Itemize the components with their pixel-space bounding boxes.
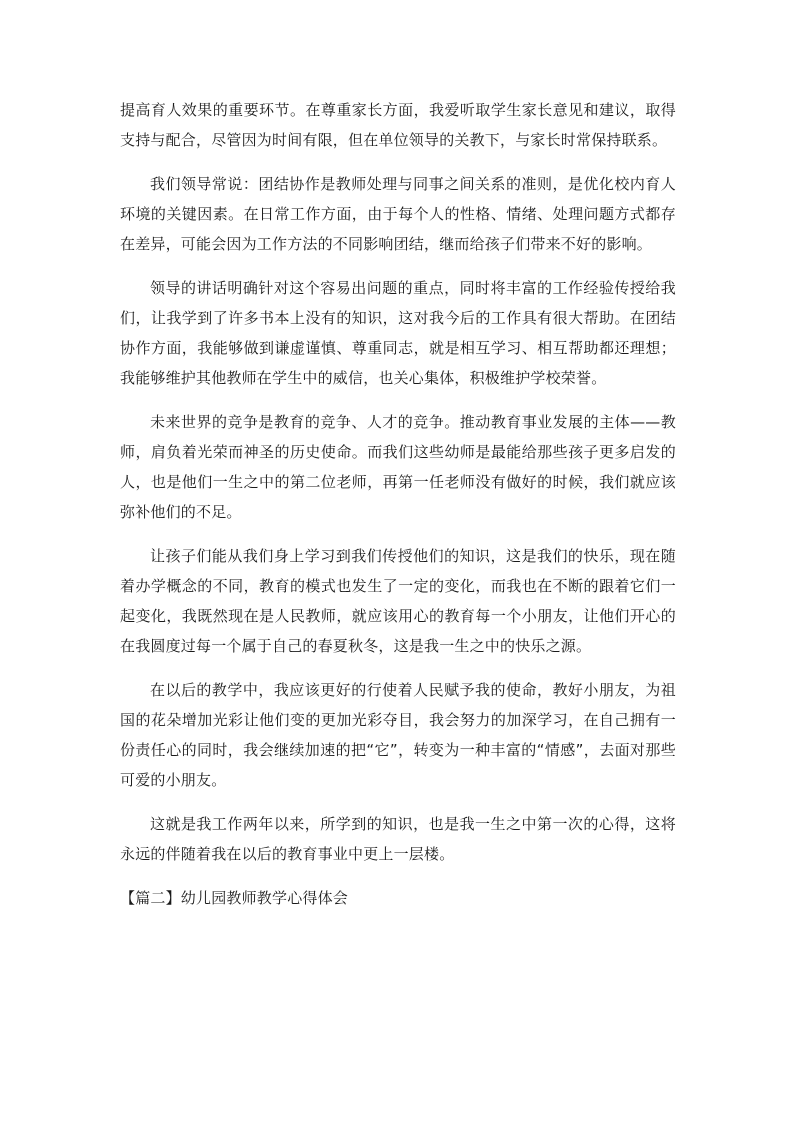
paragraph-conclusion: 这就是我工作两年以来，所学到的知识，也是我一生之中第一次的心得，这将永远的伴随着我在以后的教育事业中更上一层楼。 bbox=[120, 815, 676, 863]
section-heading: 【篇二】幼儿园教师教学心得体会 bbox=[120, 889, 349, 907]
paragraph-children-learning: 让孩子们能从我们身上学习到我们传授他们的知识，这是我们的快乐，现在随着办学概念的不同，教育的模式也发生了一定的变化，而我也在不断的跟着它们一起变化，我既然现在是人民教师，就应该用心的教育每一个小朋友，让他们开心的在我圆度过每一个属于自己的春夏秋冬，这是我一生之中的快乐之源。 bbox=[120, 547, 676, 655]
paragraph-future-teaching: 在以后的教学中，我应该更好的行使着人民赋予我的使命，教好小朋友，为祖国的花朵增加光彩让他们变的更加光彩夺目，我会努力的加深学习，在自己拥有一份责任心的同时，我会继续加速的把“它”，转变为一种丰富的“情感”，去面对那些可爱的小朋友。 bbox=[120, 681, 676, 789]
paragraph-leadership-speech: 领导的讲话明确针对这个容易出问题的重点，同时将丰富的工作经验传授给我们，让我学到了许多书本上没有的知识，这对我今后的工作具有很大帮助。在团结协作方面，我能够做到谦虚谨慎、尊重同志，就是相互学习、相互帮助都还理想；我能够维护其他教师在学生中的威信，也关心集体，积极维护学校荣誉。 bbox=[120, 279, 676, 387]
paragraph-future-competition: 未来世界的竞争是教育的竞争、人才的竞争。推动教育事业发展的主体——教师，肩负着光荣而神圣的历史使命。而我们这些幼师是最能给那些孩子更多启发的人，也是他们一生之中的第二位老师，再第一任老师没有做好的时候，我们就应该弥补他们的不足。 bbox=[120, 413, 676, 521]
paragraph-continuation: 提高育人效果的重要环节。在尊重家长方面，我爱听取学生家长意见和建议，取得支持与配合，尽管因为时间有限，但在单位领导的关教下，与家长时常保持联系。 bbox=[120, 101, 676, 149]
paragraph-teamwork: 我们领导常说：团结协作是教师处理与同事之间关系的准则，是优化校内育人环境的关键因素。在日常工作方面，由于每个人的性格、情绪、处理问题方式都存在差异，可能会因为工作方法的不同影响团结，继而给孩子们带来不好的影响。 bbox=[120, 175, 676, 253]
document-page bbox=[120, 95, 676, 913]
